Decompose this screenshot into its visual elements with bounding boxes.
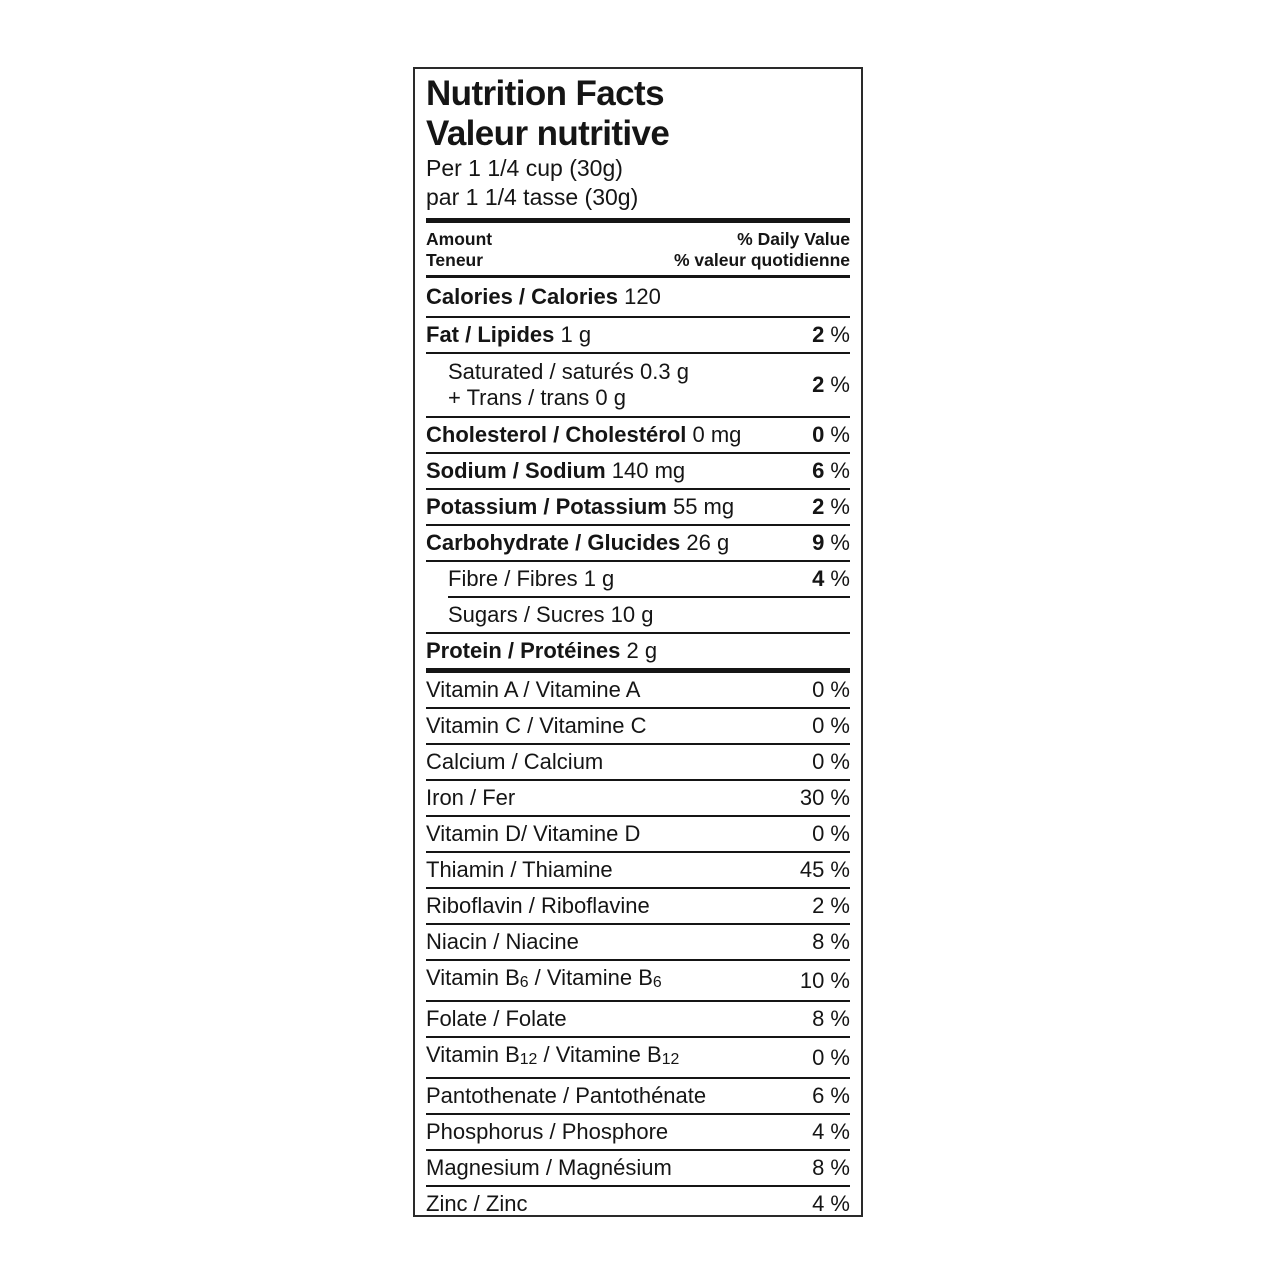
nutrient-name: Calcium / Calcium: [426, 749, 604, 774]
nutrient-row: [426, 673, 850, 709]
daily-value-percent: 4 %: [812, 1119, 850, 1145]
nutrient-row: [426, 1002, 850, 1038]
daily-value-column-header: [674, 229, 850, 271]
daily-value-percent: 0 %: [812, 1044, 850, 1070]
nutrient-name: Phosphorus / Phosphore: [426, 1119, 669, 1145]
title-english: Nutrition Facts: [426, 74, 664, 113]
nutrient-name: Sugars / Sucres 10 g: [448, 602, 654, 627]
nutrient-row: [426, 454, 850, 490]
daily-value-percent: 2 %: [812, 322, 850, 347]
serving-size-french: par 1 1/4 tasse (30g): [426, 184, 639, 210]
daily-value-percent: 10 %: [799, 967, 850, 993]
amount-column-header: [426, 229, 492, 271]
nutrient-name: Niacin / Niacine: [426, 929, 579, 954]
nutrient-name: [448, 359, 689, 411]
daily-value-percent: 4 %: [812, 566, 850, 591]
nutrient-name: Calories / Calories 120: [426, 284, 661, 309]
nutrient-line: Saturated / saturés 0.3 g: [448, 359, 689, 384]
daily-value-label-english: % Daily Value: [737, 229, 850, 249]
nutrient-name: Carbohydrate / Glucides 26 g: [426, 530, 730, 555]
nutrient-value: 1 g: [554, 322, 592, 347]
nutrient-row: [448, 562, 850, 598]
nutrient-row: [426, 278, 850, 318]
nutrient-name: Sodium / Sodium 140 mg: [426, 458, 686, 483]
daily-value-percent: 8 %: [812, 1006, 850, 1032]
nutrient-value: 55 mg: [666, 494, 735, 519]
nutrient-row: [426, 853, 850, 889]
daily-value-percent: 0 %: [812, 749, 850, 774]
nutrient-row: [426, 709, 850, 745]
amount-label-english: Amount: [426, 229, 493, 249]
macronutrient-rows: [426, 278, 850, 668]
title-french: Valeur nutritive: [426, 114, 670, 153]
nutrient-value: 10 g: [604, 602, 654, 627]
nutrient-row: [426, 318, 850, 354]
nutrient-row: [426, 354, 850, 418]
nutrient-name: Fat / Lipides 1 g: [426, 322, 592, 347]
nutrient-value: 26 g: [680, 530, 730, 555]
daily-value-percent: 8 %: [812, 929, 850, 954]
daily-value-percent: 2 %: [812, 372, 850, 397]
daily-value-percent: 0 %: [812, 713, 850, 738]
label-titles: [426, 69, 850, 212]
nutrient-name: Folate / Folate: [426, 1006, 567, 1032]
nutrient-row: [426, 1115, 850, 1151]
daily-value-percent: 0 %: [812, 422, 850, 447]
daily-value-percent: 45 %: [799, 857, 850, 882]
daily-value-percent: 8 %: [812, 1155, 850, 1181]
nutrient-value: 0 mg: [686, 422, 742, 447]
nutrient-row: [426, 1038, 850, 1079]
nutrient-name: Vitamin A / Vitamine A: [426, 677, 641, 702]
nutrient-row: [426, 1079, 850, 1115]
nutrient-row: [426, 598, 850, 634]
daily-value-percent: 2 %: [812, 494, 850, 519]
daily-value-percent: 2 %: [812, 893, 850, 918]
nutrient-name: Thiamin / Thiamine: [426, 857, 613, 882]
daily-value-percent: 9 %: [812, 530, 850, 555]
nutrient-name: Fibre / Fibres 1 g: [448, 566, 615, 591]
nutrient-row: [426, 817, 850, 853]
nutrient-name: Vitamin B12 / Vitamine B12: [426, 1042, 680, 1069]
nutrient-name: Pantothenate / Pantothénate: [426, 1083, 707, 1109]
daily-value-percent: 6 %: [812, 458, 850, 483]
daily-value-percent: 6 %: [812, 1083, 850, 1109]
nutrient-row: [426, 526, 850, 562]
nutrient-row: [426, 418, 850, 454]
nutrient-row: [426, 634, 850, 668]
daily-value-label-french: % valeur quotidienne: [674, 250, 850, 270]
nutrient-name: Cholesterol / Cholestérol 0 mg: [426, 422, 742, 447]
nutrient-value: 1 g: [577, 566, 615, 591]
nutrient-row: [426, 781, 850, 817]
nutrient-name: Vitamin D/ Vitamine D: [426, 821, 641, 846]
nutrition-facts-label: [413, 67, 863, 1217]
nutrient-name: Zinc / Zinc: [426, 1191, 528, 1217]
nutrient-name: Protein / Protéines 2 g: [426, 638, 658, 663]
nutrient-name: Magnesium / Magnésium: [426, 1155, 672, 1181]
nutrient-value: 140 mg: [605, 458, 686, 483]
daily-value-percent: 0 %: [812, 821, 850, 846]
nutrient-name: Vitamin B6 / Vitamine B6: [426, 965, 662, 992]
nutrient-line: + Trans / trans 0 g: [448, 385, 626, 410]
nutrient-row: [426, 925, 850, 961]
nutrient-name: Potassium / Potassium 55 mg: [426, 494, 735, 519]
nutrient-value: 120: [617, 284, 661, 309]
amount-label-french: Teneur: [426, 250, 484, 270]
nutrient-name: Riboflavin / Riboflavine: [426, 893, 650, 918]
daily-value-percent: 4 %: [812, 1191, 850, 1217]
daily-value-percent: 30 %: [799, 785, 850, 810]
nutrient-row: [426, 1187, 850, 1217]
amount-header: [426, 223, 850, 275]
serving-size-english: Per 1 1/4 cup (30g): [426, 155, 623, 181]
nutrient-row: [426, 889, 850, 925]
micronutrient-rows: [426, 673, 850, 1217]
nutrient-row: [426, 961, 850, 1002]
daily-value-percent: 0 %: [812, 677, 850, 702]
nutrient-value: 2 g: [620, 638, 658, 663]
nutrient-name: Iron / Fer: [426, 785, 516, 810]
nutrient-name: Vitamin C / Vitamine C: [426, 713, 647, 738]
nutrient-row: [426, 1151, 850, 1187]
nutrient-row: [426, 490, 850, 526]
nutrient-row: [426, 745, 850, 781]
